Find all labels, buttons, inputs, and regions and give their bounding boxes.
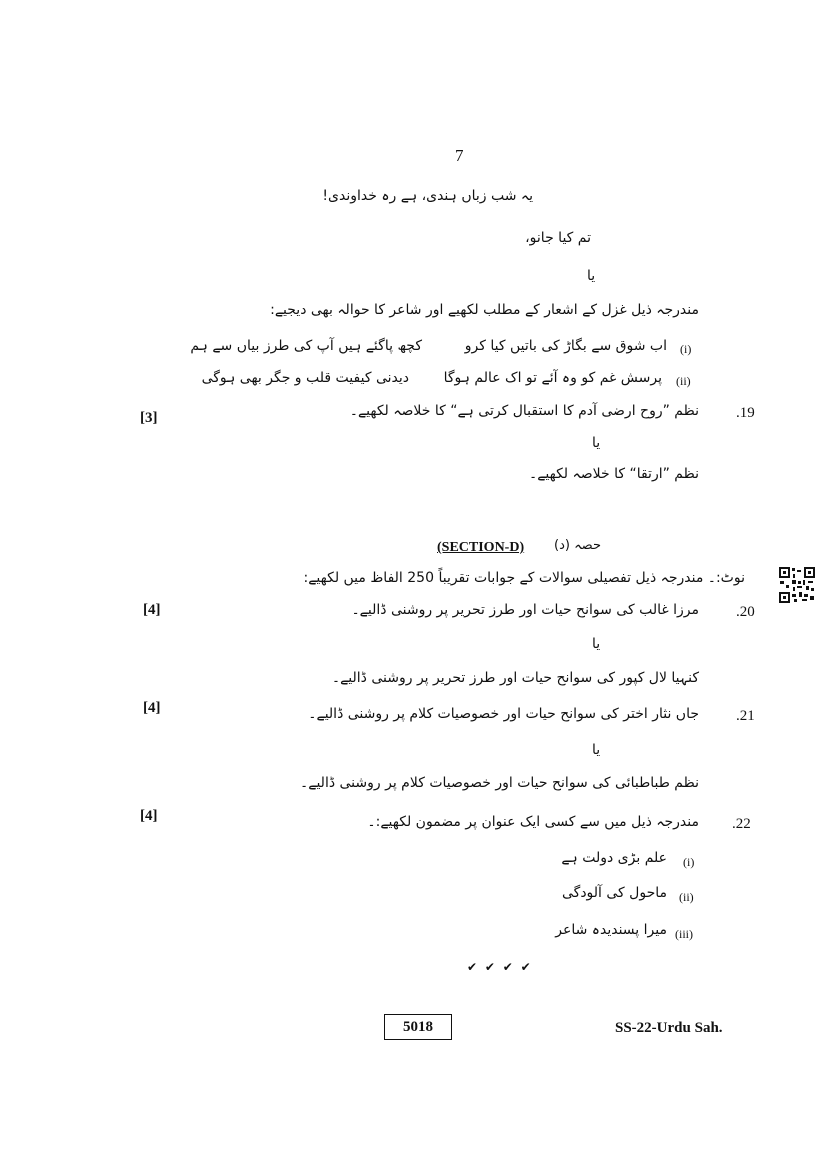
question-number: .19	[736, 405, 755, 421]
qr-code-icon	[778, 566, 816, 604]
or-separator: یا	[592, 636, 601, 652]
or-separator: یا	[592, 435, 601, 451]
option-marker: (ii)	[679, 890, 694, 904]
essay-option: میرا پسندیدہ شاعر	[555, 922, 667, 938]
marks-label: [4]	[143, 700, 161, 716]
couplet-misra-2: کچھ پاگئے ہیں آپ کی طرز بیاں سے ہم	[190, 338, 422, 354]
section-title-urdu: حصہ (د)	[554, 538, 601, 553]
question-text: مندرجہ ذیل میں سے کسی ایک عنوان پر مضمون لکھیے:۔	[367, 814, 699, 830]
couplet-marker: (i)	[680, 342, 692, 356]
marks-label: [4]	[140, 808, 158, 824]
paper-code-box: 5018	[384, 1014, 452, 1040]
question-alt-text: نظم طباطبائی کی سوانح حیات اور خصوصیات کلام پر روشنی ڈالیے۔	[300, 775, 699, 791]
question-text: مرزا غالب کی سوانح حیات اور طرز تحریر پر روشنی ڈالیے۔	[351, 602, 699, 618]
question-text: جاں نثار اختر کی سوانح حیات اور خصوصیات کلام پر روشنی ڈالیے۔	[308, 706, 699, 722]
couplet-marker: (ii)	[676, 374, 691, 388]
couplet-misra-1: پرسش غم کو وہ آئے تو اک عالم ہوگا	[443, 370, 662, 386]
marks-label: [4]	[143, 602, 161, 618]
marks-label: [3]	[140, 410, 158, 426]
question-alt-text: نظم ”ارتقا“ کا خلاصہ لکھیے۔	[528, 466, 699, 482]
verse-line-2: تم کیا جانو،	[525, 230, 591, 246]
couplet-misra-1: اب شوق سے بگاڑ کی باتیں کیا کرو	[464, 338, 667, 354]
verse-line-1: یہ شب زباں ہندی، ہے رہ خداوندی!	[322, 188, 533, 204]
essay-option: ماحول کی آلودگی	[561, 885, 667, 901]
couplet-misra-2: دیدنی کیفیت قلب و جگر بھی ہوگی	[201, 370, 409, 386]
question-number: .20	[736, 604, 755, 620]
page-number: 7	[455, 146, 464, 165]
or-separator: یا	[592, 742, 601, 758]
ghazal-instruction: مندرجہ ذیل غزل کے اشعار کے مطلب لکھیے اور شاعر کا حوالہ بھی دیجیے:	[270, 302, 699, 318]
question-number: .21	[736, 708, 755, 724]
question-alt-text: کنہیا لال کپور کی سوانح حیات اور طرز تحریر پر روشنی ڈالیے۔	[331, 670, 699, 686]
option-marker: (iii)	[675, 927, 693, 941]
end-check-marks: ✔ ✔ ✔ ✔	[467, 960, 533, 974]
section-note: نوٹ:۔ مندرجہ ذیل تفصیلی سوالات کے جوابات تقریباً 250 الفاظ میں لکھیے:	[303, 570, 745, 586]
question-text: نظم ”روح ارضی آدم کا استقبال کرتی ہے“ کا خلاصہ لکھیے۔	[349, 403, 699, 419]
paper-id: SS-22-Urdu Sah.	[615, 1020, 723, 1036]
question-number: .22	[732, 816, 751, 832]
or-separator: یا	[587, 268, 596, 284]
section-title-english: (SECTION-D)	[437, 540, 525, 555]
essay-option: علم بڑی دولت ہے	[561, 850, 667, 866]
option-marker: (i)	[683, 855, 695, 869]
